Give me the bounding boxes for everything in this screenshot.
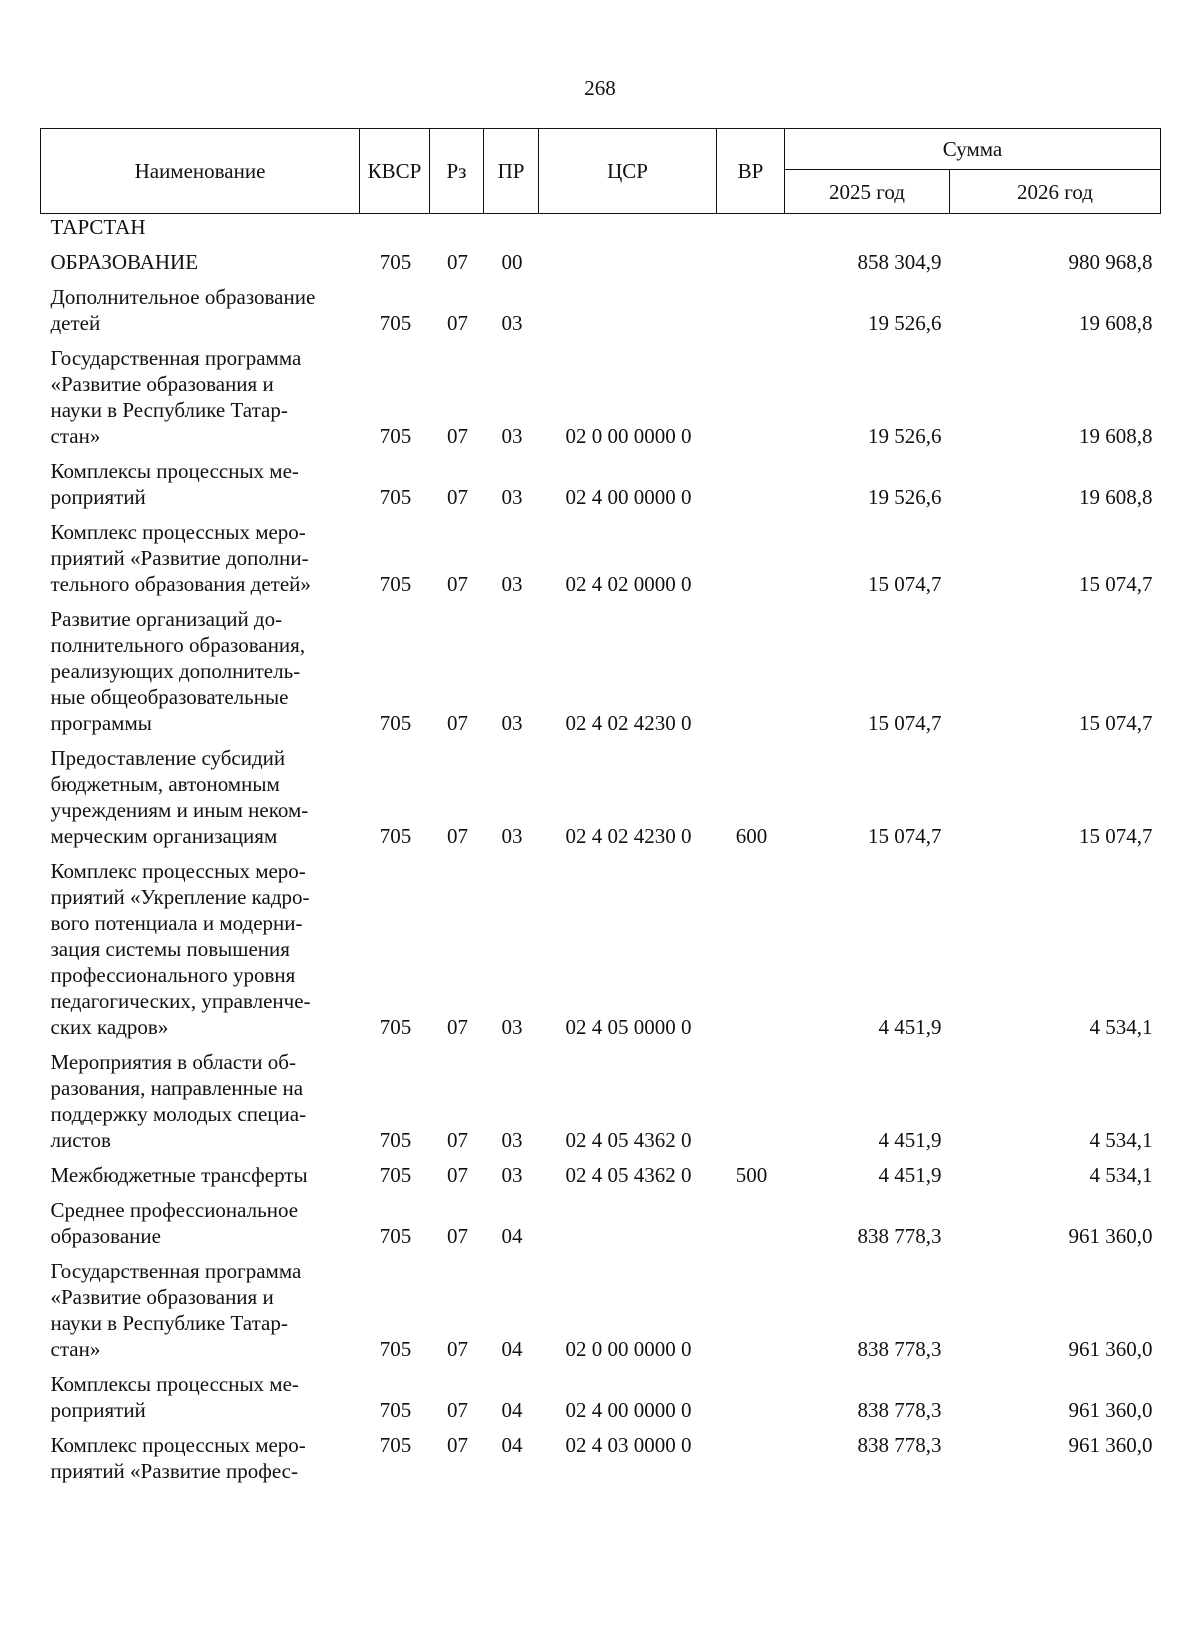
row-sum-2026: 4 534,1 bbox=[1089, 1015, 1153, 1039]
row-name: Предоставление субсидий бюджетным, автономным учреждениям и иным неком- мерческим организациям bbox=[50, 746, 309, 848]
table-row bbox=[41, 1040, 1161, 1153]
row-vr bbox=[717, 849, 785, 1040]
row-csr: 02 4 02 4230 0 bbox=[565, 824, 692, 848]
row-csr bbox=[539, 214, 717, 241]
row-rz: 07 bbox=[447, 250, 468, 274]
row-vr bbox=[717, 1362, 785, 1423]
row-vr bbox=[717, 510, 785, 597]
row-csr: 02 4 00 0000 0 bbox=[565, 485, 692, 509]
row-sum-2026: 15 074,7 bbox=[1079, 711, 1153, 735]
row-sum-2026: 4 534,1 bbox=[1089, 1128, 1153, 1152]
row-rz: 07 bbox=[447, 824, 468, 848]
budget-table bbox=[40, 128, 1161, 1484]
row-rz: 07 bbox=[447, 572, 468, 596]
table-row bbox=[41, 336, 1161, 449]
row-kvsr bbox=[360, 214, 430, 241]
row-name: Мероприятия в области об- разования, направленные на поддержку молодых специа- листов bbox=[50, 1050, 307, 1152]
row-name: Комплекс процессных меро- приятий «Укрепление кадро- вого потенциала и модерни- зация системы повышения профессионального уровня педагогических, управленче- ских кадров» bbox=[50, 859, 311, 1039]
row-kvsr: 705 bbox=[379, 1128, 412, 1152]
row-sum-2025: 19 526,6 bbox=[868, 311, 942, 335]
table-row bbox=[41, 214, 1161, 241]
row-pr: 03 bbox=[501, 1128, 523, 1152]
row-rz: 07 bbox=[447, 1433, 468, 1457]
table-row bbox=[41, 1423, 1161, 1484]
row-sum-2025: 15 074,7 bbox=[868, 572, 942, 596]
row-pr: 03 bbox=[501, 824, 523, 848]
row-sum-2025: 838 778,3 bbox=[857, 1224, 942, 1248]
header-pr: ПР bbox=[484, 129, 539, 214]
row-name: Межбюджетные трансферты bbox=[50, 1163, 308, 1187]
table-header bbox=[41, 129, 1161, 214]
row-vr bbox=[717, 240, 785, 275]
row-rz: 07 bbox=[447, 485, 468, 509]
row-kvsr: 705 bbox=[379, 572, 412, 596]
row-name: ТАРСТАН bbox=[50, 215, 146, 239]
row-name: Государственная программа «Развитие образования и науки в Республике Татар- стан» bbox=[50, 1259, 302, 1361]
row-sum-2025: 838 778,3 bbox=[857, 1433, 942, 1457]
row-sum-2026: 15 074,7 bbox=[1079, 572, 1153, 596]
row-pr: 04 bbox=[501, 1224, 523, 1248]
row-csr: 02 0 00 0000 0 bbox=[565, 424, 692, 448]
row-name: Среднее профессиональное образование bbox=[50, 1198, 299, 1248]
row-kvsr: 705 bbox=[379, 1433, 412, 1457]
row-kvsr: 705 bbox=[379, 1163, 412, 1187]
row-rz: 07 bbox=[447, 1337, 468, 1361]
row-csr: 02 4 03 0000 0 bbox=[565, 1433, 692, 1457]
row-sum-2026: 19 608,8 bbox=[1079, 485, 1153, 509]
row-kvsr: 705 bbox=[379, 311, 412, 335]
row-kvsr: 705 bbox=[379, 1015, 412, 1039]
row-vr bbox=[717, 275, 785, 336]
row-sum-2026: 15 074,7 bbox=[1079, 824, 1153, 848]
row-pr: 04 bbox=[501, 1337, 523, 1361]
header-csr: ЦСР bbox=[539, 129, 717, 214]
row-kvsr: 705 bbox=[379, 1398, 412, 1422]
row-pr bbox=[484, 214, 539, 241]
row-sum-2026: 961 360,0 bbox=[1068, 1433, 1153, 1457]
row-vr: 600 bbox=[735, 824, 768, 848]
row-kvsr: 705 bbox=[379, 1224, 412, 1248]
row-rz: 07 bbox=[447, 711, 468, 735]
row-kvsr: 705 bbox=[379, 424, 412, 448]
row-csr: 02 4 00 0000 0 bbox=[565, 1398, 692, 1422]
row-kvsr: 705 bbox=[379, 485, 412, 509]
row-name: Комплексы процессных ме- роприятий bbox=[50, 1372, 299, 1422]
page-number: 268 bbox=[584, 76, 616, 100]
row-sum-2026: 4 534,1 bbox=[1089, 1163, 1153, 1187]
row-name: Государственная программа «Развитие образования и науки в Республике Татар- стан» bbox=[50, 346, 302, 448]
table-row bbox=[41, 849, 1161, 1040]
header-sum: Сумма bbox=[785, 129, 1161, 170]
table-row bbox=[41, 240, 1161, 275]
row-sum-2026: 19 608,8 bbox=[1079, 311, 1153, 335]
row-pr: 03 bbox=[501, 572, 523, 596]
row-pr: 03 bbox=[501, 311, 523, 335]
row-name: Развитие организаций до- полнительного образования, реализующих дополнитель- ные общеобразовательные программы bbox=[50, 607, 306, 735]
row-sum-2026: 961 360,0 bbox=[1068, 1337, 1153, 1361]
row-rz bbox=[430, 214, 484, 241]
row-pr: 03 bbox=[501, 424, 523, 448]
row-vr: 500 bbox=[735, 1163, 768, 1187]
table-body bbox=[41, 214, 1161, 1485]
row-sum-2025: 15 074,7 bbox=[868, 824, 942, 848]
row-sum-2025: 838 778,3 bbox=[857, 1337, 942, 1361]
row-sum-2025: 4 451,9 bbox=[878, 1015, 942, 1039]
row-sum-2025: 858 304,9 bbox=[857, 250, 942, 274]
row-sum-2026: 19 608,8 bbox=[1079, 424, 1153, 448]
row-pr: 00 bbox=[501, 250, 523, 274]
header-rz: Рз bbox=[430, 129, 484, 214]
row-sum-2025: 4 451,9 bbox=[878, 1128, 942, 1152]
header-year-2026: 2026 год bbox=[950, 170, 1161, 214]
row-vr bbox=[717, 1423, 785, 1484]
row-rz: 07 bbox=[447, 1398, 468, 1422]
row-vr bbox=[717, 1040, 785, 1153]
row-vr bbox=[717, 214, 785, 241]
row-kvsr: 705 bbox=[379, 711, 412, 735]
row-name: Комплексы процессных ме- роприятий bbox=[50, 459, 299, 509]
row-vr bbox=[717, 1249, 785, 1362]
table-row bbox=[41, 736, 1161, 849]
row-name: ОБРАЗОВАНИЕ bbox=[50, 250, 199, 274]
row-name: Комплекс процессных меро- приятий «Развитие профес- bbox=[50, 1433, 306, 1483]
row-pr: 03 bbox=[501, 1163, 523, 1187]
row-kvsr: 705 bbox=[379, 250, 412, 274]
table-row bbox=[41, 510, 1161, 597]
table-row bbox=[41, 1249, 1161, 1362]
row-kvsr: 705 bbox=[379, 824, 412, 848]
row-csr: 02 4 05 4362 0 bbox=[565, 1128, 692, 1152]
row-sum-2026: 961 360,0 bbox=[1068, 1398, 1153, 1422]
table-row bbox=[41, 1362, 1161, 1423]
row-rz: 07 bbox=[447, 1015, 468, 1039]
row-pr: 04 bbox=[501, 1398, 523, 1422]
row-csr: 02 4 05 4362 0 bbox=[565, 1163, 692, 1187]
row-rz: 07 bbox=[447, 1224, 468, 1248]
row-rz: 07 bbox=[447, 424, 468, 448]
row-csr: 02 0 00 0000 0 bbox=[565, 1337, 692, 1361]
header-kvsr: КВСР bbox=[360, 129, 430, 214]
row-vr bbox=[717, 597, 785, 736]
row-pr: 03 bbox=[501, 1015, 523, 1039]
row-csr: 02 4 02 0000 0 bbox=[565, 572, 692, 596]
row-rz: 07 bbox=[447, 1128, 468, 1152]
row-sum-2025: 19 526,6 bbox=[868, 485, 942, 509]
row-vr bbox=[717, 449, 785, 510]
header-vr: ВР bbox=[717, 129, 785, 214]
table-row bbox=[41, 1153, 1161, 1188]
row-name: Комплекс процессных меро- приятий «Развитие дополни- тельного образования детей» bbox=[50, 520, 311, 596]
row-sum-2025 bbox=[785, 214, 950, 241]
row-csr: 02 4 05 0000 0 bbox=[565, 1015, 692, 1039]
row-sum-2025: 15 074,7 bbox=[868, 711, 942, 735]
row-name: Дополнительное образование детей bbox=[50, 285, 316, 335]
row-vr bbox=[717, 1188, 785, 1249]
row-pr: 04 bbox=[501, 1433, 523, 1457]
table-row bbox=[41, 275, 1161, 336]
table-row bbox=[41, 449, 1161, 510]
row-csr bbox=[539, 275, 717, 336]
header-name: Наименование bbox=[41, 129, 360, 214]
row-sum-2026: 961 360,0 bbox=[1068, 1224, 1153, 1248]
row-sum-2026: 980 968,8 bbox=[1068, 250, 1153, 274]
row-sum-2026 bbox=[950, 214, 1161, 241]
row-csr: 02 4 02 4230 0 bbox=[565, 711, 692, 735]
row-pr: 03 bbox=[501, 485, 523, 509]
row-vr bbox=[717, 336, 785, 449]
row-csr bbox=[539, 1188, 717, 1249]
row-sum-2025: 4 451,9 bbox=[878, 1163, 942, 1187]
row-kvsr: 705 bbox=[379, 1337, 412, 1361]
row-rz: 07 bbox=[447, 1163, 468, 1187]
row-rz: 07 bbox=[447, 311, 468, 335]
row-sum-2025: 19 526,6 bbox=[868, 424, 942, 448]
header-year-2025: 2025 год bbox=[785, 170, 950, 214]
table-row bbox=[41, 597, 1161, 736]
table-row bbox=[41, 1188, 1161, 1249]
row-csr bbox=[539, 240, 717, 275]
row-pr: 03 bbox=[501, 711, 523, 735]
row-sum-2025: 838 778,3 bbox=[857, 1398, 942, 1422]
